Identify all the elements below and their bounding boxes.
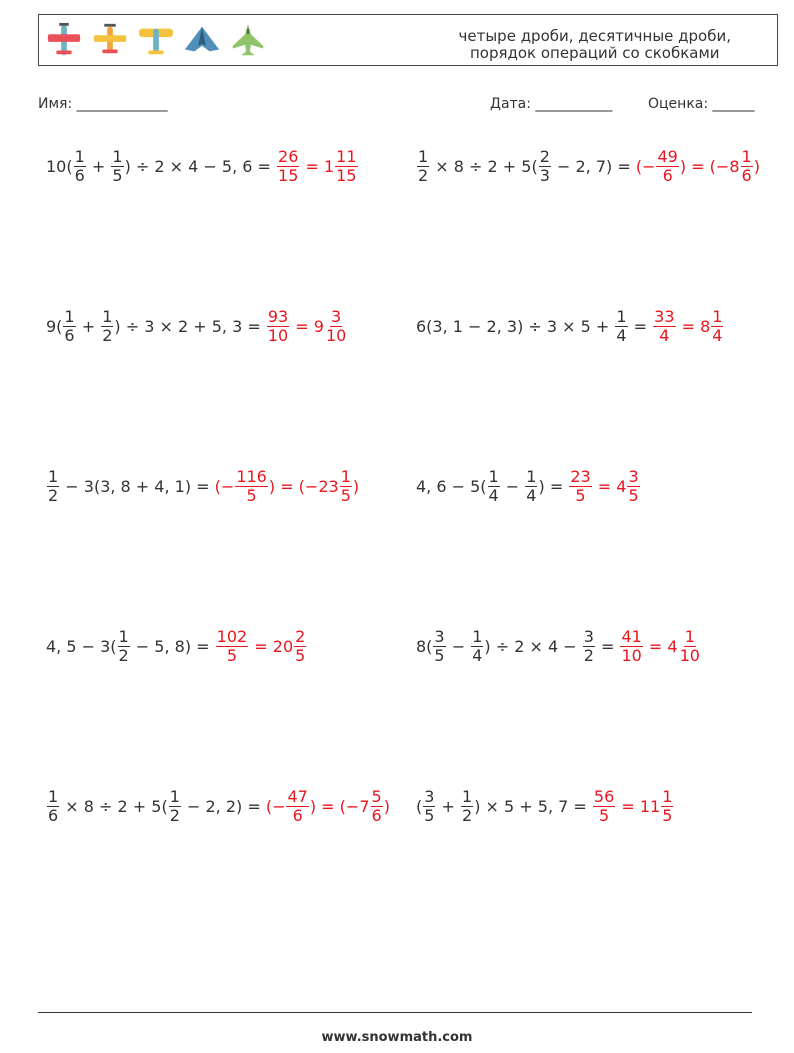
fraction (525, 468, 537, 505)
expression-text: (− (214, 477, 235, 496)
fraction-numerator: 102 (216, 627, 248, 646)
expression-text: ) = (−23 (268, 477, 339, 496)
fraction-numerator: 1 (472, 627, 483, 646)
fraction (74, 148, 86, 185)
expression-text: + (76, 317, 101, 336)
fraction-numerator: 1 (526, 467, 537, 486)
expression-text: ) (753, 157, 760, 176)
expression-text: = 4 (592, 477, 627, 496)
fraction (111, 148, 123, 185)
fraction-numerator: 2 (295, 627, 306, 646)
expression-text: − 2, 7) = (551, 157, 636, 176)
expression-text: − (446, 637, 471, 656)
fraction (417, 148, 429, 185)
problem-p10 (416, 788, 674, 825)
expression-text: 9( (46, 317, 63, 336)
answer (568, 468, 640, 505)
expression-text: (− (635, 157, 656, 176)
expression-text: = 11 (616, 797, 661, 816)
fraction-numerator: 23 (570, 467, 591, 486)
fraction-numerator: 56 (593, 787, 615, 806)
fraction-denominator: 4 (488, 486, 499, 505)
expression-text: − 3(3, 8 + 4, 1) = (60, 477, 215, 496)
fraction (620, 628, 642, 665)
name-field[interactable]: Имя: _____________ (38, 96, 168, 112)
fraction-denominator: 5 (340, 486, 351, 505)
expression-text: (− (265, 797, 286, 816)
fraction-numerator: 1 (488, 467, 499, 486)
fraction (741, 148, 753, 185)
fraction-numerator: 49 (657, 147, 678, 166)
problem-p8 (416, 628, 702, 665)
fraction-numerator: 3 (583, 627, 594, 646)
footer-divider (38, 1012, 752, 1013)
expression-text: = (595, 637, 620, 656)
fraction-numerator: 11 (336, 147, 357, 166)
fraction-numerator: 1 (684, 627, 695, 646)
fraction-numerator: 1 (48, 467, 59, 486)
fraction-numerator: 3 (434, 627, 445, 646)
answer (276, 148, 358, 185)
fraction (583, 628, 595, 665)
problem-p7 (46, 628, 307, 665)
fraction-denominator: 5 (598, 806, 610, 825)
fraction-numerator: 1 (112, 147, 123, 166)
fraction-denominator: 2 (462, 806, 473, 825)
expression-text: 6(3, 1 − 2, 3) ÷ 3 × 5 + (416, 317, 615, 336)
fraction-denominator: 6 (48, 806, 59, 825)
fraction-numerator: 93 (267, 307, 289, 326)
fraction-denominator: 6 (74, 166, 85, 185)
problem-p6 (416, 468, 641, 505)
fraction (294, 628, 306, 665)
fraction-denominator: 5 (112, 166, 123, 185)
fraction (653, 308, 675, 345)
expression-text: ) ÷ 2 × 4 − 5, 6 = (124, 157, 277, 176)
fraction-denominator: 2 (418, 166, 429, 185)
fraction-numerator: 3 (424, 787, 435, 806)
expression-text: − 2, 2) = (181, 797, 266, 816)
answer (592, 788, 674, 825)
answer (266, 788, 390, 825)
fraction-denominator: 5 (246, 486, 257, 505)
expression-text: = 8 (676, 317, 711, 336)
expression-text: × 8 ÷ 2 + 5( (60, 797, 168, 816)
answer (266, 308, 348, 345)
fraction-denominator: 10 (267, 326, 289, 345)
fraction-denominator: 2 (583, 646, 594, 665)
fraction (471, 628, 483, 665)
fraction-denominator: 4 (659, 326, 670, 345)
fraction-denominator: 10 (325, 326, 347, 345)
expression-text: = (628, 317, 653, 336)
expression-text: − 5, 8) = (130, 637, 215, 656)
fraction-denominator: 15 (278, 166, 299, 185)
date-field[interactable]: Дата: ___________ (490, 96, 613, 112)
fraction-numerator: 1 (169, 787, 180, 806)
expression-text: 4, 6 − 5( (416, 477, 487, 496)
orange-plane-icon (91, 21, 129, 59)
fraction-denominator: 6 (64, 326, 75, 345)
fraction (101, 308, 113, 345)
green-fighter-jet-icon (229, 21, 267, 59)
problem-p2 (416, 148, 760, 185)
answer (215, 628, 308, 665)
fraction (118, 628, 130, 665)
fraction (267, 308, 289, 345)
icon-row (45, 21, 267, 59)
expression-text: 8( (416, 637, 433, 656)
fraction-numerator: 1 (48, 787, 59, 806)
fraction-numerator: 116 (236, 467, 267, 486)
fraction (169, 788, 181, 825)
red-plane-icon (45, 21, 83, 59)
fraction-denominator: 6 (371, 806, 382, 825)
fraction (656, 148, 678, 185)
expression-text: × 8 ÷ 2 + 5( (430, 157, 538, 176)
expression-text: = 20 (249, 637, 294, 656)
fraction (569, 468, 591, 505)
fraction-numerator: 1 (74, 147, 85, 166)
fraction-denominator: 4 (616, 326, 627, 345)
title-line-2: порядок операций со скобками (469, 44, 720, 62)
blue-stealth-jet-icon (183, 21, 221, 59)
fraction-numerator: 1 (712, 307, 723, 326)
fraction-denominator: 2 (102, 326, 113, 345)
fraction-numerator: 1 (102, 307, 113, 326)
fraction-denominator: 5 (662, 806, 673, 825)
fraction-numerator: 2 (539, 147, 550, 166)
fraction-denominator: 10 (621, 646, 642, 665)
title-line-1: четыре дроби, десятичные дроби, (458, 27, 731, 45)
fraction-numerator: 1 (741, 147, 752, 166)
fraction-numerator: 33 (654, 307, 675, 326)
fraction (63, 308, 75, 345)
problem-p1 (46, 148, 359, 185)
fraction (488, 468, 500, 505)
expression-text: 10( (46, 157, 73, 176)
fraction (325, 308, 347, 345)
expression-text: 4, 5 − 3( (46, 637, 117, 656)
fraction-denominator: 3 (539, 166, 550, 185)
fraction-denominator: 5 (424, 806, 435, 825)
fraction (47, 788, 59, 825)
grade-field[interactable]: Оценка: ______ (648, 96, 755, 112)
expression-text: ) × 5 + 5, 7 = (474, 797, 592, 816)
fraction-numerator: 1 (118, 627, 129, 646)
problem-p9 (46, 788, 390, 825)
answer (636, 148, 760, 185)
fraction (286, 788, 308, 825)
fraction (340, 468, 352, 505)
fraction-numerator: 41 (621, 627, 642, 646)
fraction-numerator: 1 (662, 787, 673, 806)
fraction (433, 628, 445, 665)
expression-text: ) ÷ 2 × 4 − (484, 637, 582, 656)
header-box (38, 14, 778, 66)
fraction-denominator: 5 (628, 486, 639, 505)
expression-text: + (86, 157, 111, 176)
expression-text: − (500, 477, 525, 496)
fraction-numerator: 26 (278, 147, 299, 166)
fraction-numerator: 3 (628, 467, 639, 486)
fraction (216, 628, 249, 665)
fraction-denominator: 6 (292, 806, 303, 825)
fraction (335, 148, 357, 185)
answer (215, 468, 359, 505)
fraction-denominator: 6 (662, 166, 673, 185)
problem-p4 (416, 308, 724, 345)
fraction-numerator: 1 (64, 307, 75, 326)
expression-text: ) (352, 477, 360, 496)
fraction (235, 468, 268, 505)
fraction-numerator: 1 (340, 467, 351, 486)
fraction-denominator: 15 (336, 166, 357, 185)
expression-text: ) = (−7 (309, 797, 370, 816)
fraction (661, 788, 673, 825)
fraction-numerator: 5 (371, 787, 382, 806)
fraction-denominator: 4 (712, 326, 723, 345)
fraction-denominator: 2 (169, 806, 180, 825)
fraction (371, 788, 383, 825)
fraction (461, 788, 473, 825)
fraction-denominator: 2 (48, 486, 59, 505)
answer (652, 308, 724, 345)
fraction-denominator: 6 (741, 166, 752, 185)
fraction-numerator: 47 (287, 787, 308, 806)
footer-site: www.snowmath.com (321, 1030, 473, 1045)
expression-text: + (436, 797, 461, 816)
expression-text: ) = (−8 (679, 157, 740, 176)
fraction-numerator: 1 (616, 307, 627, 326)
fraction-denominator: 5 (434, 646, 445, 665)
fraction (615, 308, 627, 345)
fraction-denominator: 10 (679, 646, 700, 665)
fraction-numerator: 1 (418, 147, 429, 166)
fraction (679, 628, 701, 665)
expression-text: = 4 (643, 637, 678, 656)
expression-text: ) (383, 797, 390, 816)
fraction-denominator: 4 (472, 646, 483, 665)
expression-text: = 1 (300, 157, 335, 176)
fraction (627, 468, 639, 505)
expression-text: ( (416, 797, 423, 816)
answer (619, 628, 701, 665)
fraction-denominator: 2 (118, 646, 129, 665)
problem-p3 (46, 308, 348, 345)
fraction (423, 788, 435, 825)
fraction (539, 148, 551, 185)
fraction-numerator: 1 (462, 787, 473, 806)
expression-text: ) ÷ 3 × 2 + 5, 3 = (114, 317, 266, 336)
fraction (47, 468, 59, 505)
expression-text: ) = (538, 477, 569, 496)
fraction (593, 788, 615, 825)
fraction-numerator: 3 (331, 307, 342, 326)
worksheet-title (459, 28, 732, 62)
fraction-denominator: 5 (226, 646, 238, 665)
expression-text: = 9 (290, 317, 324, 336)
fraction (711, 308, 723, 345)
fraction-denominator: 5 (575, 486, 586, 505)
yellow-plane-icon (137, 21, 175, 59)
fraction-denominator: 5 (295, 646, 306, 665)
problem-p5 (46, 468, 359, 505)
fraction-denominator: 4 (526, 486, 537, 505)
fraction (277, 148, 299, 185)
